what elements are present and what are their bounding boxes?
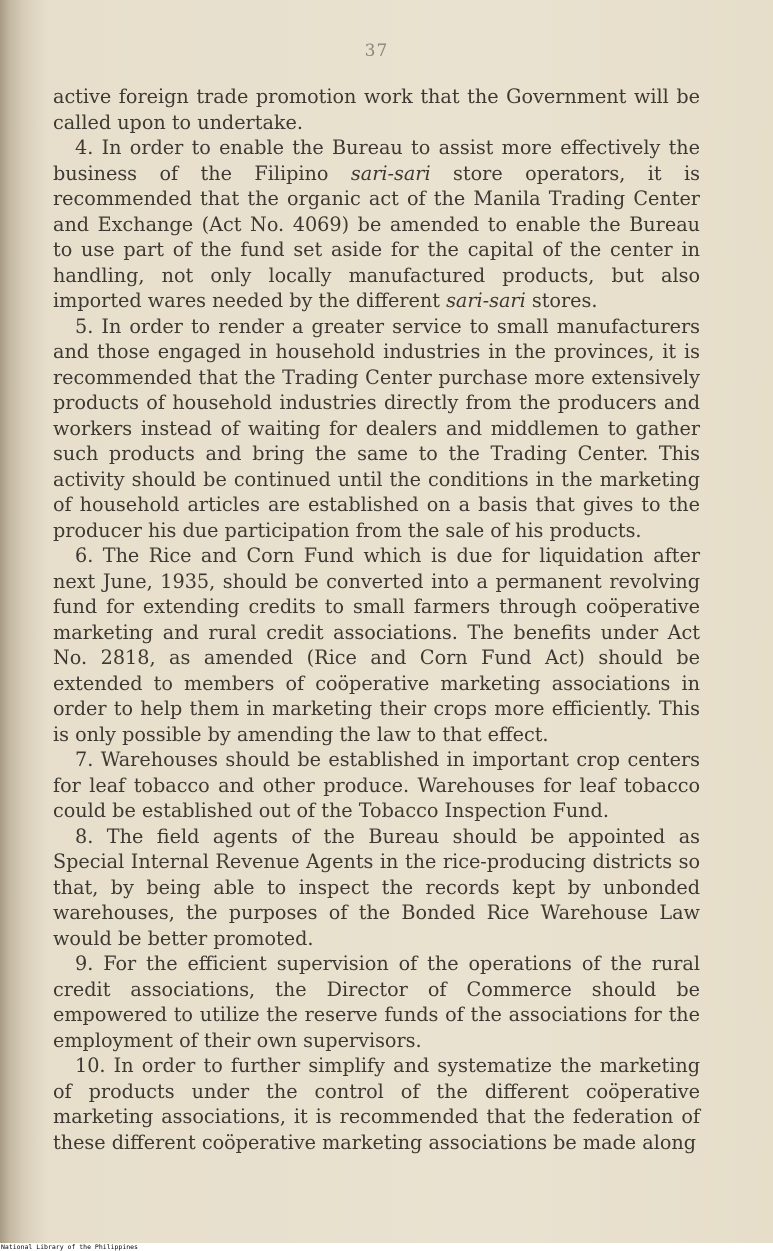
paragraph-text: store operators, it is recommended that the organic act of the Manila Trading Center and Exchange (Act No. 4069) be amended to enable the Bureau to use part of the fund set aside for the capital of the center in handling, not only locally manufactured products, but also imported wares needed by the different	[53, 161, 701, 312]
paragraph-text: 9. For the efficient supervision of the operations of the rural credit associations, the Director of Commerce should be empowered to utilize the reserve funds of the associations for the employment of their own supervisors.	[53, 952, 700, 1052]
paragraph-text: 8. The field agents of the Bureau should be appointed as Special Internal Revenue Agents in the rice-producing districts so that, by being able to inspect the records kept by unbonded warehouses, the purposes of the Bonded Rice Warehouse Law would be better promoted.	[53, 824, 700, 950]
paragraph-text: 10. In order to further simplify and systematize the marketing of products under the control of the different coöperative marketing associations, it is recommended that the federation of these different coöperative marketing associations be made along	[53, 1054, 700, 1154]
paragraph-text: 4. In order to enable the Bureau to assist more effectively the business of the Filipino	[53, 136, 700, 185]
paragraph-text: 6. The Rice and Corn Fund which is due for liquidation after next June, 1935, should be converted into a permanent revolving fund for extending credits to small farmers through coöperative marketing and rural credit associations. The benefits under Act No. 2818, as amended (Rice and Corn Fund Act) should be extended to members of coöperative marketing associations in order to help them in marketing their crops more efficiently. This is only possible by amending the law to that effect.	[53, 544, 700, 746]
paragraph-item-8	[53, 824, 700, 952]
italic-term: sari-sari	[350, 161, 431, 185]
footer-bar	[0, 1243, 773, 1251]
paragraph-text: 5. In order to render a greater service to small manufacturers and those engaged in household industries in the provinces, it is recommended that the Trading Center purchase more extensively products of household industries directly from the producers and workers instead of waiting for dealers and middlemen to gather such products and bring the same to the Trading Center. This activity should be continued until the conditions in the marketing of household articles are established on a basis that gives to the producer his due participation from the sale of his products.	[53, 314, 700, 542]
page-number: 37	[364, 41, 389, 61]
footer-credit: National Library of the Philippines	[1, 1243, 138, 1251]
paragraph-item-9	[53, 951, 700, 1053]
paragraph-item-5	[53, 314, 700, 544]
italic-term: sari-sari	[446, 289, 526, 312]
paragraph-text: active foreign trade promotion work that the Government will be called upon to undertake.	[53, 85, 700, 134]
body-text	[53, 84, 700, 1155]
paragraph-item-6	[53, 543, 700, 747]
paragraph-text: stores.	[525, 289, 598, 312]
paragraph-item-10	[53, 1053, 700, 1155]
paragraph-text: 7. Warehouses should be established in important crop centers for leaf tobacco and other produce. Warehouses for leaf tobacco could be established out of the Tobacco Inspection Fund.	[53, 748, 700, 822]
paragraph-item-4	[53, 135, 700, 314]
paragraph-continued	[53, 84, 700, 135]
paragraph-item-7	[53, 747, 700, 824]
